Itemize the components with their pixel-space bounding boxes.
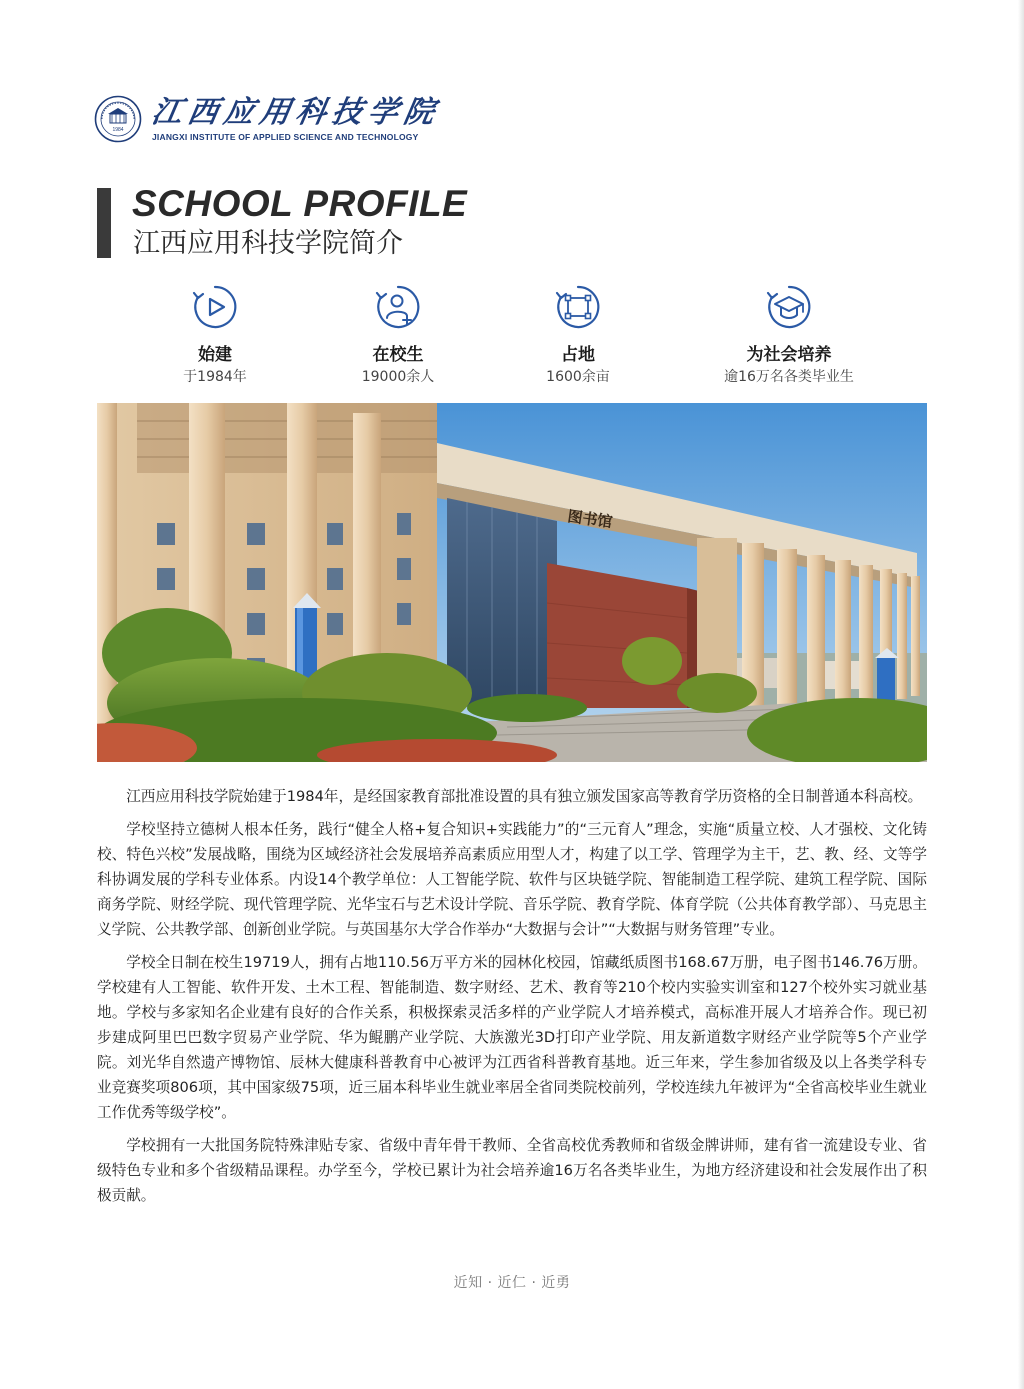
stat-label: 始建	[198, 345, 232, 365]
paragraph-founding: 江西应用科技学院始建于1984年，是经国家教育部批准设置的具有独立颁发国家高等教育学历资格的全日制普通本科高校。	[126, 788, 923, 805]
graduation-cap-icon	[763, 281, 815, 333]
stat-students	[298, 281, 498, 387]
logo-english-name: JIANGXI INSTITUTE OF APPLIED SCIENCE AND TECHNOLOGY	[152, 132, 419, 142]
user-plus-icon	[372, 281, 424, 333]
stat-founded	[115, 281, 315, 387]
paragraph-philosophy: 学校坚持立德树人根本任务，践行“健全人格+复合知识+实践能力”的“三元育人”理念，实施“质量立校、人才强校、文化铸校、特色兴校”发展战略，围绕为区域经济社会发展培养高素质应用型人才，构建了以工学、管理学为主干，艺、教、经、文等学科协调发展的学科专业体系。内设14个教学单位：人工智能学院、软件与区块链学院、智能制造工程学院、建筑工程学院、国际商务学院、财经学院、现代管理学院、光华宝石与艺术设计学院、音乐学院、教育学院、体育学院（公共体育教学部）、马克思主义学院、公共教学部、创新创业学院。与英国基尔大学合作举办“大数据与会计”“大数据与财务管理”专业。	[97, 821, 927, 938]
stat-label: 在校生	[372, 345, 424, 365]
paragraph-faculty: 学校拥有一大批国务院特殊津贴专家、省级中青年骨干教师、全省高校优秀教师和省级金牌讲师，建有省一流建设专业、省级特色专业和多个省级精品课程。办学至今，学校已累计为社会培养逾16万名各类毕业生，为地方经济建设和社会发展作出了积极贡献。	[97, 1137, 927, 1204]
stat-value: 19000余人	[361, 369, 435, 385]
stat-value: 逾16万名各类毕业生	[724, 369, 854, 385]
page-title-cn: 江西应用科技学院简介	[133, 228, 403, 259]
stat-value: 于1984年	[183, 369, 247, 385]
stat-value: 1600余亩	[546, 369, 610, 385]
stat-graduates	[689, 281, 889, 387]
stat-label: 为社会培养	[746, 345, 832, 365]
school-motto: 近知 · 近仁 · 近勇	[453, 1275, 571, 1291]
page-edge-shadow	[1018, 0, 1024, 1389]
profile-body-text	[97, 784, 927, 1216]
campus-library-photo	[97, 403, 927, 762]
logo-chinese-name: 江西应用科技学院	[149, 95, 444, 130]
school-seal-icon	[94, 95, 142, 143]
seal-year: 1984	[112, 127, 124, 133]
heading-accent-bar	[97, 188, 111, 258]
paragraph-campus: 学校全日制在校生19719人，拥有占地110.56万平方米的园林化校园，馆藏纸质图书168.67万册，电子图书146.76万册。学校建有人工智能、软件开发、土木工程、智能制造、数字财经、艺术、教育等210个校内实验实训室和127个校外实习就业基地。学校与多家知名企业建有良好的合作关系，积极探索灵活多样的产业学院人才培养模式，高标准开展人才培养合作。现已初步建成阿里巴巴数字贸易产业学院、华为鲲鹏产业学院、大族激光3D打印产业学院、用友新道数字财经产业学院等5个产业学院。刘光华自然遗产博物馆、辰林大健康科普教育中心被评为江西省科普教育基地。近三年来，学生参加省级及以上各类学科专业竞赛奖项806项，其中国家级75项，近三届本科毕业生就业率居全省同类院校前列，学校连续九年被评为“全省高校毕业生就业工作优秀等级学校”。	[97, 954, 927, 1121]
page-title-en: SCHOOL PROFILE	[132, 183, 468, 224]
school-logo	[94, 93, 444, 145]
library-sign: 图书馆	[566, 507, 614, 532]
area-frame-icon	[552, 281, 604, 333]
stat-area	[478, 281, 678, 387]
play-circle-icon	[189, 281, 241, 333]
stat-label: 占地	[561, 345, 595, 365]
